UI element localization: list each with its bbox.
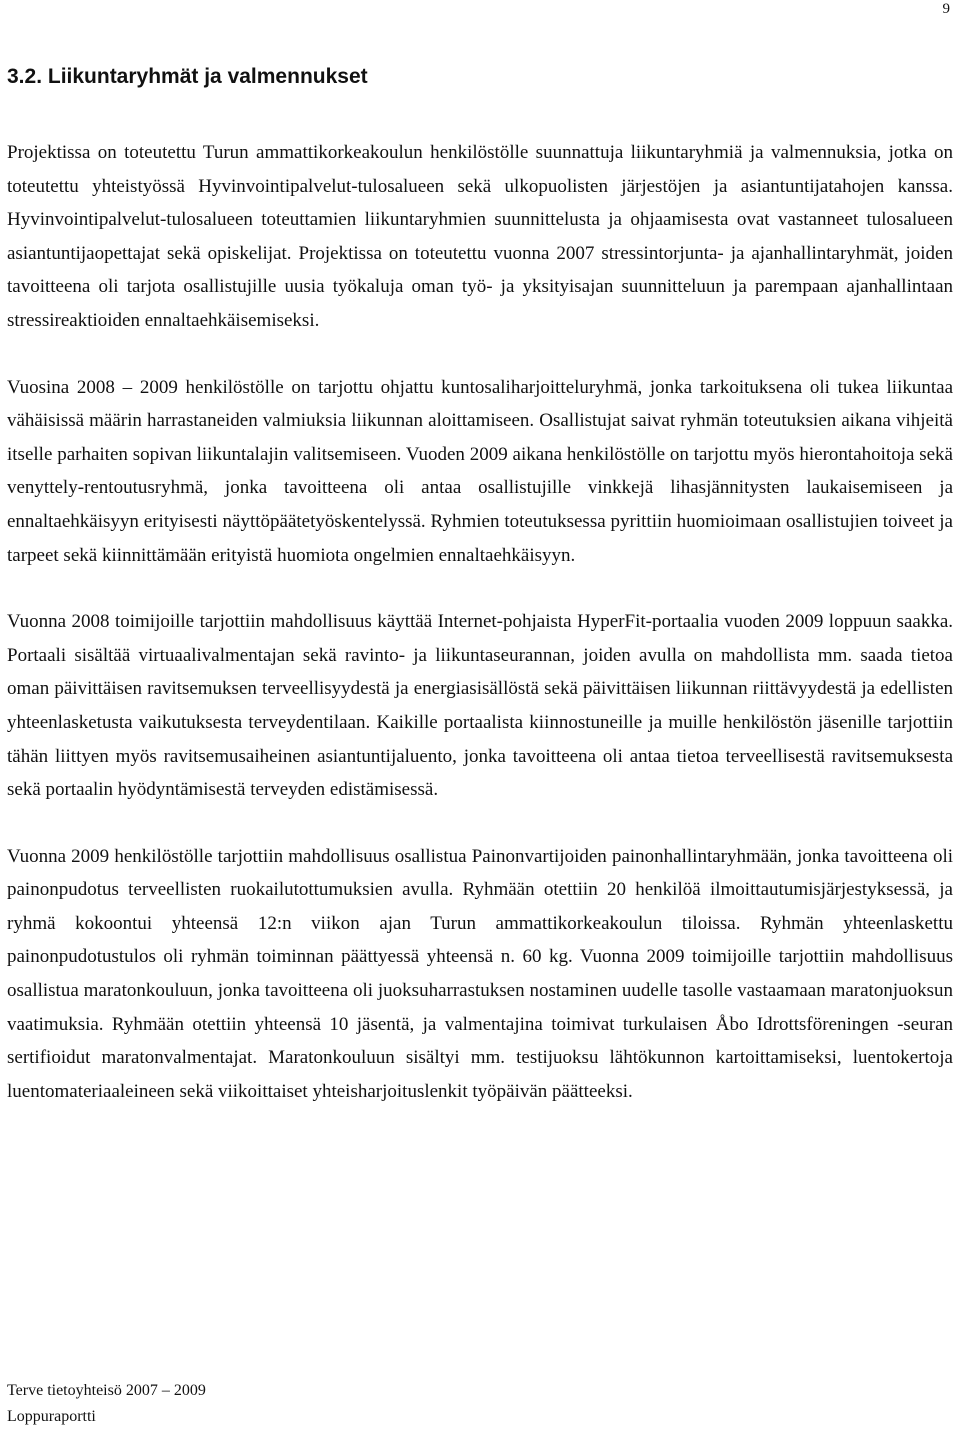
paragraph-gym-groups: Vuosina 2008 – 2009 henkilöstölle on tarjottu ohjattu kuntosaliharjoitteluryhmä, jonka tarkoituksena oli tukea liikuntaa vähäisissä määrin harrastaneiden valmiuksia liikunnan aloittamiseen. Osallistujat saivat ryhmän toteutuksien aikana vihjeitä itselle parhaiten sopivan liikuntalajin valitsemiseen. Vuoden 2009 aikana henkilöstölle on tarjottu myös hierontahoitoja sekä venyttely-rentoutusryhmä, jonka tavoitteena oli antaa osallistujille vinkkejä lihasjännitysten laukaisemiseen ja ennaltaehkäisyyn erityisesti näyttöpäätetyöskentelyssä. Ryhmien toteutuksessa pyrittiin huomioimaan osallistujien toiveet ja tarpeet sekä kiinnittämään erityistä huomiota ongelmien ennaltaehkäisyyn. xyxy=(7,376,953,566)
page-number: 9 xyxy=(942,1,950,17)
paragraph-hyperfit-portal: Vuonna 2008 toimijoille tarjottiin mahdollisuus käyttää Internet-pohjaista HyperFit-portaalia vuoden 2009 loppuun saakka. Portaali sisältää virtuaalivalmentajan sekä ravinto- ja liikuntaseurannan, joiden avulla on mahdollista mm. saada tietoa oman päivittäisen ravitsemuksen terveellisyydestä ja energiasisällöstä sekä päivittäisen liikunnan riittävyydestä ja edellisten yhteenlasketusta vaikutuksesta terveydentilaan. Kaikille portaalista kiinnostuneille ja muille henkilöstön jäsenille tarjottiin tähän liittyen myös ravitsemusaiheinen asiantuntijaluento, jonka tavoitteena oli antaa tietoa terveellisestä ravitsemuksesta sekä portaalin hyödyntämisestä terveyden edistämisessä. xyxy=(7,611,953,801)
paragraph-weight-marathon: Vuonna 2009 henkilöstölle tarjottiin mahdollisuus osallistua Painonvartijoiden painonhallintaryhmään, jonka tavoitteena oli painonpudotus terveellisten ruokailutottumuksien avulla. Ryhmään otettiin 20 henkilöä ilmoittautumisjärjestyksessä, ja ryhmä kokoontui yhteensä 12:n viikon ajan Turun ammattikorkeakoulun tiloissa. Ryhmän yhteenlaskettu painonpudotustulos oli ryhmän toiminnan päättyessä yhteensä n. 60 kg. Vuonna 2009 toimijoille tarjottiin mahdollisuus osallistua maratonkouluun, jonka tavoitteena oli juoksuharrastuksen nostaminen uudelle tasolle vastaamaan maratonjuoksun vaatimuksia. Ryhmään otettiin yhteensä 10 jäsentä, ja valmentajina toimivat turkulaisen Åbo Idrottsföreningen -seuran sertifioidut maratonvalmentajat. Maratonkouluun sisältyi mm. testijuoksu lähtökunnon kartoittamiseksi, luentokertoja luentomateriaaleineen sekä viikoittaiset yhteisharjoituslenkit työpäivän päätteeksi. xyxy=(7,845,953,1102)
page-footer xyxy=(7,1378,206,1430)
footer-project-name: Terve tietoyhteisö 2007 – 2009 xyxy=(7,1382,206,1399)
paragraph-projects-intro: Projektissa on toteutettu Turun ammattikorkeakoulun henkilöstölle suunnattuja liikuntaryhmiä ja valmennuksia, jotka on toteutettu yhteistyössä Hyvinvointipalvelut-tulosalueen sekä ulkopuolisten järjestöjen ja asiantuntijatahojen kanssa. Hyvinvointipalvelut-tulosalueen toteuttamien liikuntaryhmien suunnittelusta ja ohjaamisesta ovat vastanneet tulosalueen asiantuntijaopettajat sekä opiskelijat. Projektissa on toteutettu vuonna 2007 stressintorjunta- ja ajanhallintaryhmät, joiden tavoitteena oli tarjota osallistujille uusia työkaluja oman työ- ja yksityisajan suunnitteluun ja parempaan ajanhallintaan stressireaktioiden ennaltaehkäisemiseksi. xyxy=(7,142,953,331)
section-heading: 3.2. Liikuntaryhmät ja valmennukset xyxy=(7,65,368,88)
document-body xyxy=(7,136,953,1141)
footer-report-type: Loppuraportti xyxy=(7,1408,96,1425)
